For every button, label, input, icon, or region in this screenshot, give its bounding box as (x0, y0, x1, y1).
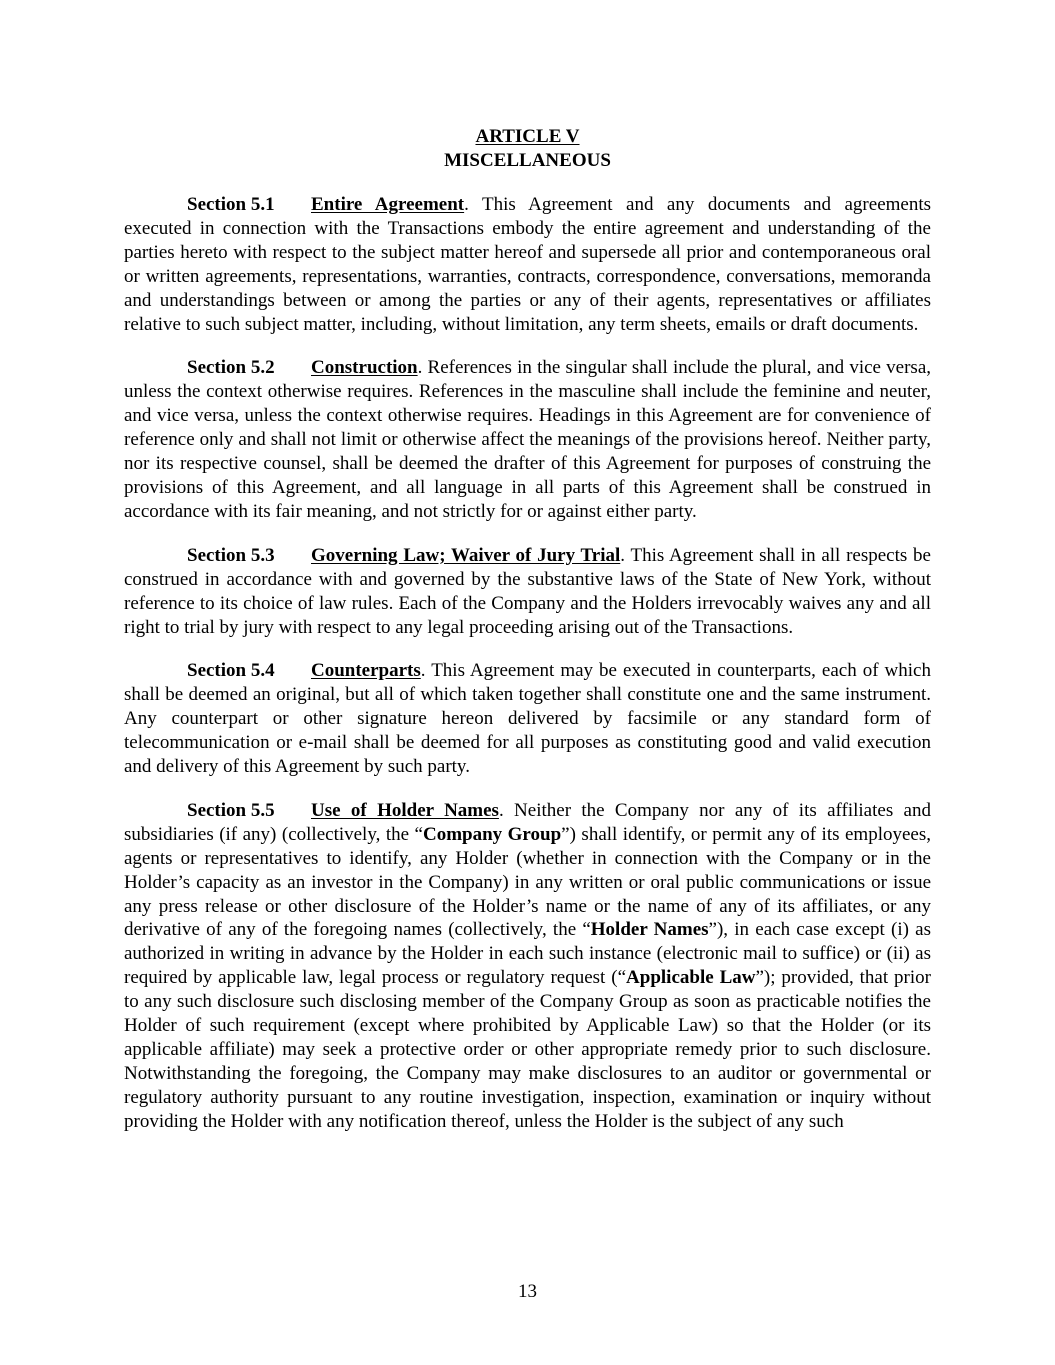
page-number: 13 (518, 1281, 537, 1302)
section-text: ”) shall identify, or permit any of its employees, agents or representatives to identify, any Holder (whether in connection with the Company or in the Holder’s capacity as an investor in the Company) in any written or oral public communications or issue any press release or other disclosure of the Holder’s name or the name of any of its affiliates, or any derivative of any of the foregoing names (collectively, the “ (124, 823, 931, 941)
defined-term: Holder Names (590, 919, 709, 941)
article-heading (0, 125, 1055, 173)
section-number: Section 5.1 (187, 194, 275, 215)
sections-body (124, 193, 931, 1154)
section-text: . Neither the Company nor any of its affiliates and subsidiaries (if any) (collectively, the “ (124, 799, 931, 845)
section-text: ”); provided, that prior to any such disclosure such disclosing member of the Company Group as soon as practicable notifies the Holder of such requirement (except where prohibited by Applicable Law) so that the Holder (or its applicable affiliate) may seek a protective order or other appropriate remedy prior to such disclosure. Notwithstanding the foregoing, the Company may make disclosures to an auditor or governmental or regulatory authority pursuant to any routine investigation, inspection, examination or inquiry without providing the Holder with any notification thereof, unless the Holder is the subject of any such (124, 967, 931, 1132)
article-number: ARTICLE V (475, 126, 580, 147)
article-title: MISCELLANEOUS (444, 150, 611, 171)
section-text: . This Agreement may be executed in counterparts, each of which shall be deemed an original, but all of which taken together shall constitute one and the same instrument. Any counterpart or other signature hereon delivered by facsimile or any standard form of telecommunication or e-mail shall be deemed for all purposes as constituting good and valid execution and delivery of this Agreement by such party. (124, 660, 931, 778)
section-number: Section 5.5 (187, 799, 275, 821)
section-title: Governing Law; Waiver of Jury Trial (311, 544, 621, 566)
section-5-1 (124, 193, 931, 336)
section-title: Use of Holder Names (311, 799, 499, 821)
defined-term: Company Group (422, 823, 562, 845)
section-text: . References in the singular shall include the plural, and vice versa, unless the context otherwise requires. References in the masculine shall include the feminine and neuter, and vice versa, unless the context otherwise requires. Headings in this Agreement are for convenience of reference only and shall not limit or otherwise affect the meanings of the provisions hereof. Neither party, nor its respective counsel, shall be deemed the drafter of this Agreement for purposes of construing the provisions of this Agreement, and all language in all parts of this Agreement shall be construed in accordance with its fair meaning, and not strictly for or against either party. (124, 357, 931, 522)
defined-term: Applicable Law (626, 967, 756, 989)
section-text: . This Agreement and any documents and agreements executed in connection with the Transactions embody the entire agreement and understanding of the parties hereto with respect to the subject matter hereof and supersede all prior and contemporaneous oral or written agreements, representations, warranties, contracts, correspondence, conversations, memoranda and understandings between or among the parties or any of their agents, representatives or affiliates relative to such subject matter, including, without limitation, any term sheets, emails or draft documents. (124, 194, 932, 335)
section-title: Construction (311, 357, 418, 379)
section-5-2 (124, 356, 931, 523)
section-5-3 (124, 544, 931, 640)
section-5-5 (124, 799, 931, 1134)
section-text: . This Agreement shall in all respects be construed in accordance with and governed by the substantive laws of the State of New York, without reference to its choice of law rules. Each of the Company and the Holders irrevocably waives any and all right to trial by jury with respect to any legal proceeding arising out of the Transactions. (124, 544, 931, 638)
section-title: Entire Agreement (311, 194, 465, 215)
section-5-4 (124, 659, 931, 779)
section-number: Section 5.4 (187, 660, 275, 682)
section-number: Section 5.2 (187, 357, 275, 379)
section-text: ”), in each case except (i) as authorized in writing in advance by the Holder in each such instance (electronic mail to suffice) or (ii) as required by applicable law, legal process or regulatory request (“ (124, 919, 931, 989)
section-title: Counterparts (311, 660, 421, 682)
section-number: Section 5.3 (187, 544, 275, 566)
